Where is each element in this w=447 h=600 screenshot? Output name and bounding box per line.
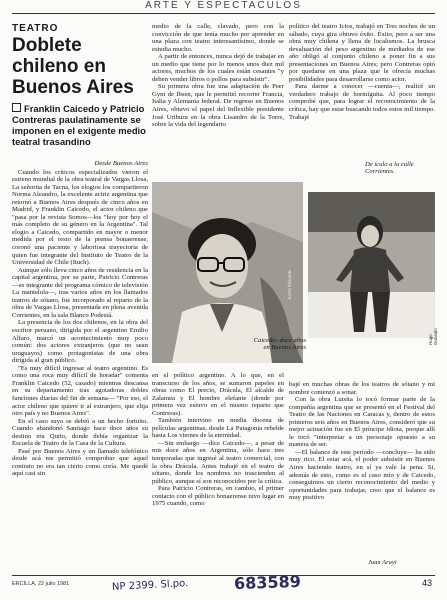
article-deck	[12, 103, 147, 147]
paragraph: Para Patricio Contreras, en cambio, el primer contacto con el público bonaerense tuvo lugar en 1975 cuando, como	[152, 485, 284, 508]
paragraph: político del teatro Ictos, trabajó en Tres noches de un sábado, cuya gira obtuvo éxito. Éxito, pero a ser una obra muy chilena y llena de localismos. La brusca devaluación del peso argentino de mediados de ese año obligó al conjunto chileno a poner fin a sus presentaciones en Buenos Aires; pero Contreras optó por quedarse en una plaza que le ofrecía muchas posibilidades para desarrollarse como actor.	[289, 23, 435, 83]
column-1	[12, 160, 148, 570]
footer-rule	[12, 575, 435, 576]
paragraph: A partir de entonces, nunca dejó de trabajar en un medio que tiene por lo menos unos diez mil actores, muchos de los cuales están cesantes "y deben vender libros o pollos para subsistir".	[152, 53, 284, 83]
photo-credit-contreras: Hugo Gonsalo	[428, 328, 438, 345]
section-header: ARTE Y ESPECTACULOS	[145, 0, 302, 11]
footer-publication: ERCILLA, 22 julio 1981	[12, 581, 70, 587]
article-headline: Doblete chileno en Buenos Aires	[12, 35, 134, 98]
paragraph: —Sin embargo —dice Caicedo—, a pesar de mis doce años en Argentina, sólo hace tres temporadas que ingresé al teatro comercial, con la obra Drácula. Antes trabajé en el teatro de sótano, donde los nombres no trascienden al público, aunque sí son reconocidos por la crítica.	[152, 439, 284, 485]
photo-caicedo	[152, 182, 303, 363]
paragraph: También intervino en media docena de películas argentinas, desde La Patagonia rebelde hasta Los viernes de la eternidad.	[152, 417, 284, 440]
handwritten-note: NP 2399. Sl.po.	[111, 578, 189, 593]
column-2-bottom	[152, 372, 284, 570]
paragraph: Cuando los críticos especializados vieron el estreno mundial de la obra teatral de Vargas Llosa, La señorita de Tacna, los elogios los compartieron Norma Aleandro, la excelente actriz argentina que retornó a Buenos Aires después de cinco años en Madrid, y Franklin Caicedo, el actor chileno que "pasa por la revista Somos—los "hoy por hoy el más completo de su género en la Argentina". Tal elogio a Caicedo, compartido en mayor o menor medida por el resto de la prensa bonaerense, coronó una paciente y laboriosa trayectoria de quien fue integrante del Instituto de Teatro de la Universidad de Chile (Ituch).	[12, 168, 148, 267]
column-2-top	[152, 23, 284, 176]
paragraph: Con la obra Luisita lo tocó formar parte de la compañía argentina que se presentó en el Festival del Teatro de las Naciones en Caracas y, dentro de estos primeros seis años en Buenos Aires, consideró que su mejor actuación fue en El príncipe idiota, porque allí le tocó "interpretar a un personaje opuesto a su manera de ser.	[289, 396, 435, 449]
author-signature: Juan Arayi	[368, 559, 397, 566]
photo-caption-contreras: De ículo a la calle Corrientes.	[365, 161, 414, 176]
photo-caicedo-illustration	[152, 182, 303, 363]
paragraph: en el político argentino. A lo que, en el transcurso de los años, se sumaron papeles en obras como El precio, Drácula, El alcalde de Zalamea y El hombre elefante (donde por primera vez estuvo en el mismo reparto que Contreras).	[152, 372, 284, 417]
paragraph: Aunque sólo lleva cinco años de residencia en la capital argentina, por su parte, Patricio Contreras —es integrante del programa cómico de televisión La mantelola—, tras varios años en los llamados teatros de sótano, fue incorporado al reparto de la obra de Vargas Llosa, presentada en plena avenida Corrientes, en la sala Blanco Podestá.	[12, 266, 148, 319]
header-rule	[12, 13, 435, 14]
paragraph: "Es muy difícil ingresar al teatro argentino. Es como una roca muy difícil de horadar" comenta Franklin Caicedo (52, casado) mientras descansa en su departamento tras agotadoras dobles funciones diarias del fin de semana— "Por eso, el actor chileno que quiere ir al extranjero, que elija otro país y no Buenos Aires".	[12, 364, 148, 418]
page-number: 43	[422, 578, 433, 588]
column-3-bottom	[289, 381, 435, 559]
paragraph: Su primera obra fue una adaptación de Peer Gynt de Ibsen, que le permitió recorrer Francia, Italia y Alemania federal. De regreso en Buenos Aires, obtuvo el papel del Inflexible presidente José Uriburu en la obra Lisandro de la Torre, sobre la vida del legendario	[152, 83, 284, 129]
photo-contreras	[308, 192, 435, 338]
photo-caption-caicedo: Caicedo: doce años en Buenos Aires	[253, 337, 306, 352]
dateline: Desde Buenos Aires	[94, 160, 148, 167]
paragraph: Pasé por Buenos Aires y un llamado telefónico desde acá me permitió comprobar que aquel contrato no era tan cierto como creía. Me quedé aquí casi sin	[12, 447, 148, 478]
paragraph: —El balance de este período —concluye— ha sido muy rico. El estar acá, el poder subsistir en Buenos Aires haciendo teatro, en sí ya vale la pena. Si, además de esto, como es el caso mío y de Caicedo, conseguimos un cierto reconocimiento del medio y oportunidades para trabajar, creo que el balance es muy positivo	[289, 448, 435, 502]
column-3-top	[289, 23, 435, 178]
handwritten-number: 683589	[233, 571, 302, 594]
deck-box-icon	[12, 103, 21, 112]
paragraph: bajé en muchas obras de los teatros de sótano y mi nombre comenzó a sonar.	[289, 381, 435, 396]
deck-text: Franklin Caicedo y Patricio Contreras paulatinamente se imponen en el exigente medio teatral trasandino	[12, 103, 146, 147]
paragraph: La presencia de los dos chilenos, en la obra del escritor peruano, dirigida por el argentino Emilio Alfaro, marcó un acontecimiento muy poco común: dos actores extranjeros (que no sean uruguayos) como protagonistas de una obra dirigida al gran público.	[12, 319, 148, 365]
paragraph: medio de la calle, clavado, pero con la convicción de que tenía mucho por aprender en una plaza con teatro interesantísimo, donde se estudia mucho.	[152, 23, 284, 53]
paragraph: Para darme a conocer —cuenta—, realicé un verdadero trabajo de hormiguita. Al poco tiempo comprobé que, para lograr el reconocimiento de la crítica, hay que estar buscando todos estos mil tiempo. Trabajé	[289, 83, 435, 121]
paragraph: En el caso suyo se debió a un hecho fortuito. Cuando abandonó Santiago hace doce años su destino era Quito, donde debía organizar la Escuela de Teatro de la Casa de la Cultura.	[12, 417, 148, 448]
article-kicker: TEATRO	[12, 23, 59, 34]
photo-credit-caicedo: JUAN Elizando	[287, 269, 292, 300]
photo-contreras-illustration	[308, 192, 435, 338]
